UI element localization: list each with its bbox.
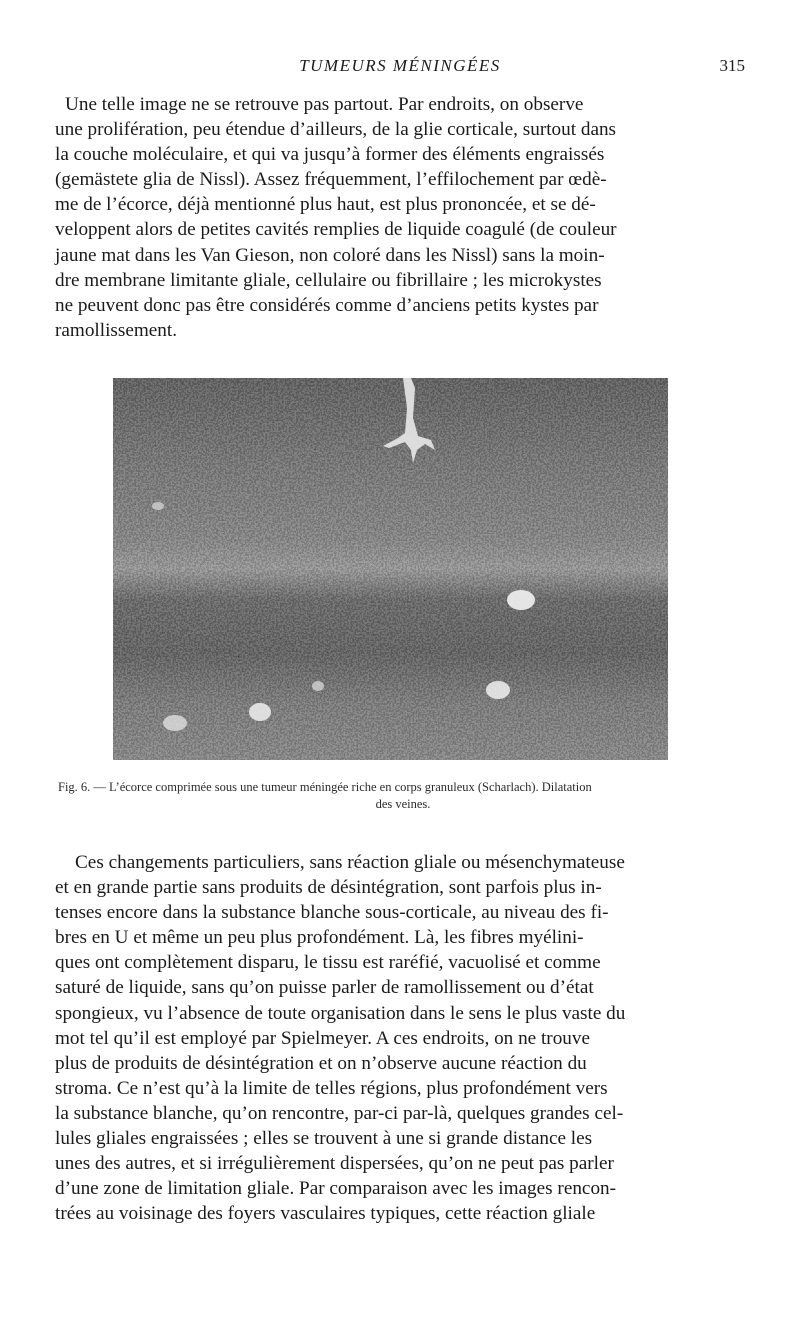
text-line: plus de produits de désintégration et on n’observe aucune réaction du xyxy=(55,1052,587,1074)
text-line: mot tel qu’il est employé par Spielmeyer. A ces endroits, on ne trouve xyxy=(55,1027,590,1049)
text-line: saturé de liquide, sans qu’on puisse parler de ramollissement ou d’état xyxy=(55,977,594,999)
text-line: trées au voisinage des foyers vasculaires typiques, cette réaction gliale xyxy=(55,1203,596,1225)
text-line: jaune mat dans les Van Gieson, non coloré dans les Nissl) sans la moin- xyxy=(55,244,605,266)
vessel-shape xyxy=(249,703,271,721)
text-line: dre membrane limitante gliale, cellulaire ou fibrillaire ; les microkystes xyxy=(55,269,602,291)
text-line: et en grande partie sans produits de désintégration, sont parfois plus in- xyxy=(55,877,602,899)
text-line: Ces changements particuliers, sans réaction gliale ou mésenchymateuse xyxy=(75,852,625,873)
caption-line: Fig. 6. — L’écorce comprimée sous une tumeur méningée riche en corps granuleux (Scharlach). Dilatation xyxy=(58,780,592,794)
running-title: TUMEURS MÉNINGÉES xyxy=(299,56,501,75)
text-line: bres en U et même un peu plus profondément. Là, les fibres myélini- xyxy=(55,927,584,949)
histology-micrograph xyxy=(113,378,668,760)
text-line: spongieux, vu l’absence de toute organisation dans le sens le plus vaste du xyxy=(55,1002,626,1024)
text-line: ne peuvent donc pas être considérés comme d’anciens petits kystes par xyxy=(55,294,599,316)
paragraph-1 xyxy=(55,92,740,343)
text-line: ques ont complètement disparu, le tissu est raréfié, vacuolisé et comme xyxy=(55,952,601,974)
text-line: une prolifération, peu étendue d’ailleurs, de la glie corticale, surtout dans xyxy=(55,119,617,141)
text-line: me de l’écorce, déjà mentionné plus haut, est plus prononcée, et se dé- xyxy=(55,194,596,216)
paragraph-2 xyxy=(55,850,740,1226)
text-line: d’une zone de limitation gliale. Par comparaison avec les images rencon- xyxy=(55,1178,617,1200)
vessel-shape xyxy=(163,715,187,731)
text-line: unes des autres, et si irrégulièrement dispersées, qu’on ne peut pas parler xyxy=(55,1153,614,1175)
text-line: tenses encore dans la substance blanche sous-corticale, au niveau des fi- xyxy=(55,902,609,924)
text-line: lules gliales engraissées ; elles se trouvent à une si grande distance les xyxy=(55,1128,593,1150)
vessel-shape xyxy=(152,502,164,510)
text-line: stroma. Ce n’est qu’à la limite de telles régions, plus profondément vers xyxy=(55,1077,608,1099)
text-line: Une telle image ne se retrouve pas partout. Par endroits, on observe xyxy=(65,94,584,115)
caption-line: des veines. xyxy=(375,797,431,811)
vessel-shape xyxy=(507,590,535,610)
text-line: veloppent alors de petites cavités remplies de liquide coagulé (de couleur xyxy=(55,219,617,241)
vessel-shape xyxy=(312,681,324,691)
micrograph-image xyxy=(113,378,668,760)
text-line: la couche moléculaire, et qui va jusqu’à former des éléments engraissés xyxy=(55,144,605,166)
page-number: 315 xyxy=(719,56,745,75)
text-line: la substance blanche, qu’on rencontre, par-ci par-là, quelques grandes cel- xyxy=(55,1102,624,1124)
page-header xyxy=(55,56,745,80)
text-line: ramollissement. xyxy=(55,319,178,341)
figure-caption xyxy=(58,779,748,813)
text-line: (gemästete glia de Nissl). Assez fréquemment, l’effilochement par œdè- xyxy=(55,169,607,191)
vessel-shape xyxy=(486,681,510,699)
